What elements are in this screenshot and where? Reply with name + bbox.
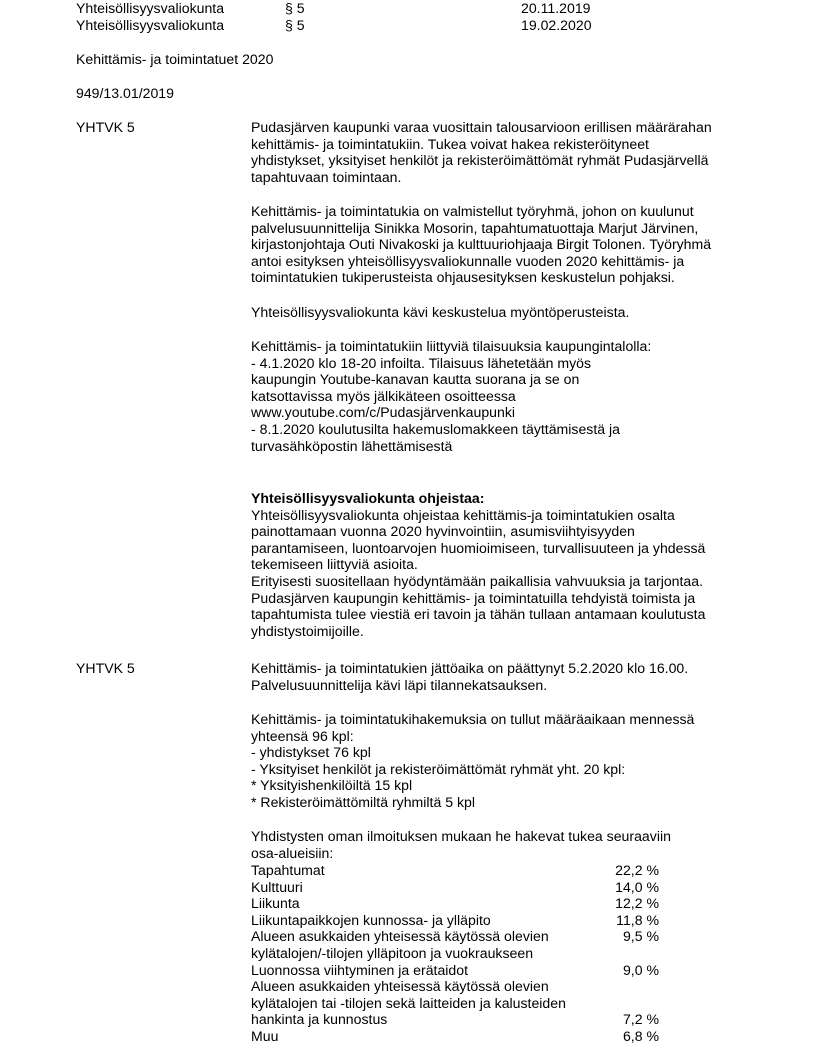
area-row [251, 978, 671, 1028]
text-line: Palvelusuunnittelija kävi läpi tilannekatsauksen. [251, 676, 548, 693]
text-line: Yhdistysten oman ilmoituksen mukaan he hakevat tukea seuraaviin [251, 828, 671, 844]
text-line: yhteensä 96 kpl: [251, 727, 354, 744]
header-date: 20.11.2019 [521, 0, 591, 16]
section-1-body [251, 119, 751, 185]
header-section: § 5 [285, 0, 305, 16]
text-line: turvasähköpostin lähettämisestä [251, 437, 453, 454]
text-line: kaupungin Youtube-kanavan kautta suorana ja se on [251, 371, 580, 388]
area-value: 7,2 % [622, 1011, 659, 1028]
guidance-block [251, 490, 751, 639]
area-row [251, 862, 671, 879]
text-line: * Yksityishenkilöiltä 15 kpl [251, 777, 413, 794]
text-line: kehittämis- ja toimintatukiin. Tukea voivat hakea rekisteröityneet [251, 135, 649, 152]
text-line: Pudasjärven kaupungin kehittämis- ja toimintatuilla tehdyistä toimista ja [251, 589, 696, 606]
area-label: kylätalojen tai -tilojen sekä laitteiden ja kalusteiden [251, 994, 566, 1011]
document-title: Kehittämis- ja toimintatuet 2020 [76, 51, 274, 67]
section-code: YHTVK 5 [76, 119, 135, 135]
area-row [251, 1028, 671, 1045]
area-label: hankinta ja kunnostus [251, 1011, 388, 1028]
text-line: Pudasjärven kaupunki varaa vuosittain talousarvioon erillisen määrärahan [251, 119, 712, 135]
header-committee: Yhteisöllisyysvaliokunta [76, 17, 225, 33]
text-line: tapahtumista tulee viestiä eri tavoin ja tähän tullaan antamaan koulutusta [251, 606, 706, 623]
area-row [251, 879, 671, 896]
area-label: Luonnossa viihtyminen ja erätaidot [251, 961, 469, 978]
text-line: - 4.1.2020 klo 18-20 infoilta. Tilaisuus lähetetään myös [251, 354, 592, 371]
paragraph [251, 711, 751, 811]
text-line: kirjastonjohtaja Outi Nivakoski ja kulttuuriohjaaja Birgit Tolonen. Työryhmä [251, 236, 712, 253]
area-label: kylätalojen/-tilojen ylläpitoon ja vuokraukseen [251, 944, 534, 961]
text-line: Yhteisöllisyysvaliokunta ohjeistaa kehittämis-ja toimintatukien osalta [251, 506, 675, 523]
text-line: - Yksityiset henkilöt ja rekisteröimättömät ryhmät yht. 20 kpl: [251, 760, 626, 777]
text-line: - yhdistykset 76 kpl [251, 744, 371, 761]
header-committee: Yhteisöllisyysvaliokunta [76, 0, 225, 16]
paragraph [251, 338, 751, 454]
area-label: Liikunta [251, 895, 300, 912]
area-label: Alueen asukkaiden yhteisessä käytössä olevien [251, 928, 549, 945]
section-code: YHTVK 5 [76, 660, 135, 676]
reference-number: 949/13.01/2019 [76, 85, 174, 101]
area-label: Liikuntapaikkojen kunnossa- ja ylläpito [251, 911, 491, 928]
text-line: toimintatukien tukiperusteista ohjausesityksen keskustelun pohjaksi. [251, 269, 675, 286]
area-value: 22,2 % [615, 862, 659, 878]
area-label: Alueen asukkaiden yhteisessä käytössä olevien [251, 978, 549, 995]
section-1-para-4 [251, 338, 751, 454]
guidance-heading: Yhteisöllisyysvaliokunta ohjeistaa: [251, 490, 485, 506]
paragraph [251, 119, 751, 185]
section-2-para-3 [251, 828, 751, 861]
area-label: Tapahtumat [251, 862, 325, 878]
paragraph [251, 203, 751, 286]
text-line: parantamiseen, luontoarvojen huomioimiseen, turvallisuuteen ja yhdessä [251, 539, 706, 556]
area-row [251, 962, 671, 979]
text-line: antoi esityksen yhteisöllisyysvaliokunnalle vuoden 2020 kehittämis- ja [251, 252, 685, 269]
text-line: tapahtuvaan toimintaan. [251, 168, 402, 185]
text-line: Kehittämis- ja toimintatukihakemuksia on tullut määräaikaan mennessä [251, 711, 695, 727]
section-2-para-2 [251, 711, 751, 811]
areas-table [251, 862, 671, 1045]
area-value: 6,8 % [622, 1027, 659, 1044]
text-line: - 8.1.2020 koulutusilta hakemuslomakkeen täyttämisestä ja [251, 420, 620, 437]
text-line: tekemiseen liittyviä asioita. [251, 556, 418, 573]
area-label: Muu [251, 1027, 279, 1044]
area-value: 14,0 % [615, 878, 659, 895]
area-value: 9,0 % [622, 961, 659, 978]
area-value: 12,2 % [615, 895, 659, 912]
text-line: * Rekisteröimättömiltä ryhmiltä 5 kpl [251, 793, 475, 810]
header-section: § 5 [285, 17, 305, 33]
text-line: painottamaan vuonna 2020 hyvinvointiin, asumisviihtyisyyden [251, 523, 635, 540]
paragraph [251, 304, 751, 321]
text-line: yhdistykset, yksityiset henkilöt ja rekisteröimättömät ryhmät Pudasjärvellä [251, 152, 709, 169]
text-line: www.youtube.com/c/Pudasjärvenkaupunki [251, 404, 516, 421]
text-line: osa-alueisiin: [251, 844, 334, 861]
section-1-para-2 [251, 203, 751, 286]
header-date: 19.02.2020 [521, 17, 592, 33]
text-line: katsottavissa myös jälkikäteen osoitteessa [251, 387, 516, 404]
area-label: Kulttuuri [251, 878, 303, 895]
area-value: 11,8 % [616, 911, 659, 928]
area-value: 9,5 % [622, 928, 659, 945]
area-row [251, 928, 671, 961]
section-2-para-1 [251, 660, 751, 693]
text-line: yhdistystoimijoille. [251, 622, 364, 639]
text-line: Erityisesti suositellaan hyödyntämään paikallisia vahvuuksia ja tarjontaa. [251, 572, 704, 589]
text-line: Kehittämis- ja toimintatukien jättöaika on päättynyt 5.2.2020 klo 16.00. [251, 660, 689, 676]
paragraph [251, 507, 751, 640]
text-line: palvelusuunnittelija Sinikka Mosorin, tapahtumatuottaja Marjut Järvinen, [251, 219, 699, 236]
paragraph [251, 828, 751, 861]
text-line: Kehittämis- ja toimintatukia on valmistellut työryhmä, johon on kuulunut [251, 203, 694, 219]
text-line: Yhteisöllisyysvaliokunta kävi keskustelua myöntöperusteista. [251, 304, 630, 320]
area-row [251, 912, 671, 929]
section-1-para-3 [251, 304, 751, 321]
text-line: Kehittämis- ja toimintatukiin liittyviä tilaisuuksia kaupungintalolla: [251, 338, 652, 354]
area-row [251, 895, 671, 912]
paragraph [251, 660, 751, 693]
